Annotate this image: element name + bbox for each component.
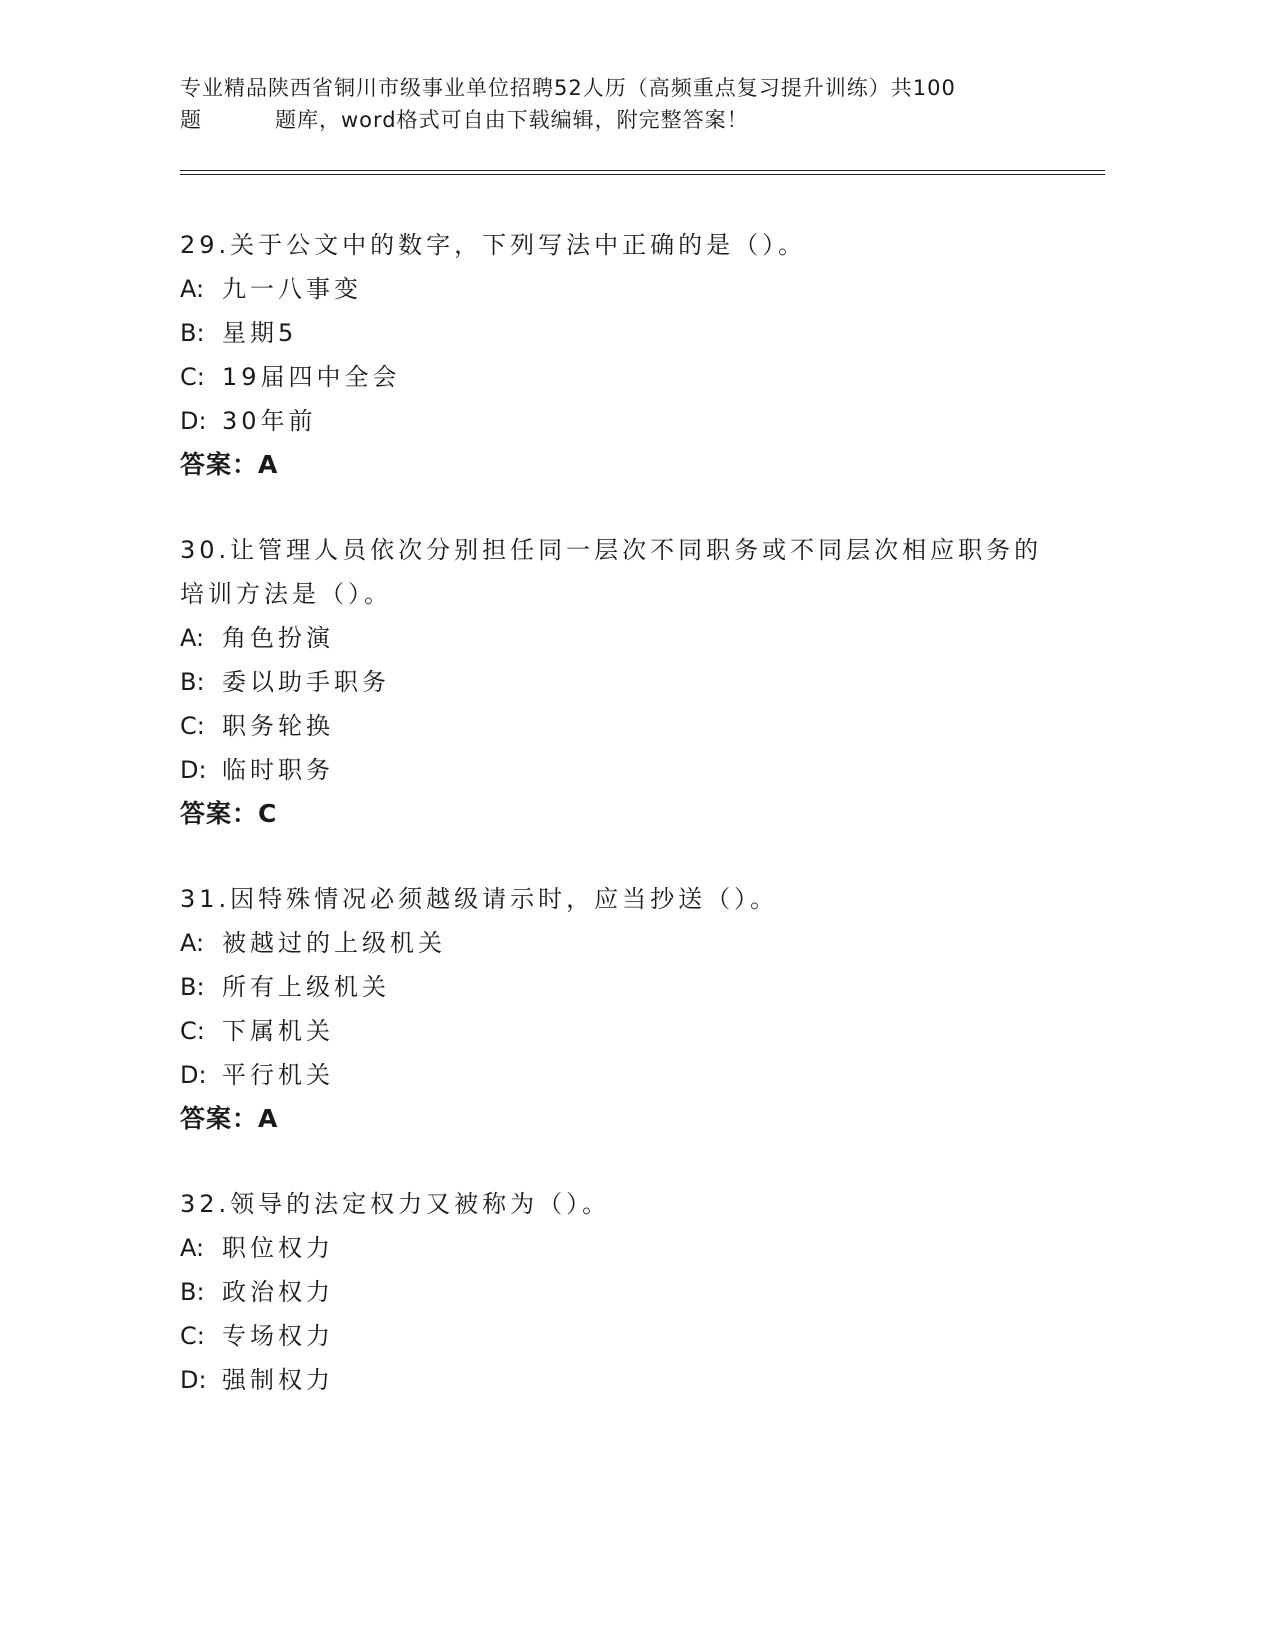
option-letter: D: [180,407,207,435]
option-text: 专场权力 [222,1322,334,1350]
option-text: 政治权力 [222,1278,334,1306]
option-a [180,267,1060,311]
option-text: 九一八事变 [222,275,362,303]
option-letter: D: [180,1366,207,1394]
option-c [180,1009,1060,1053]
option-letter: D: [180,756,207,784]
option-letter: A: [180,929,205,957]
option-letter: B: [180,973,205,1001]
option-c [180,704,1060,748]
option-letter: C: [180,363,205,391]
document-header [180,72,1060,136]
header-subtitle-lead: 题 [180,108,202,132]
option-text: 职位权力 [222,1234,334,1262]
option-text: 所有上级机关 [222,973,390,1001]
option-d [180,748,1060,792]
header-subtitle-text: 题库，word格式可自由下载编辑，附完整答案！ [275,108,749,132]
option-d [180,1053,1060,1097]
option-text: 角色扮演 [222,624,334,652]
option-a [180,616,1060,660]
option-b [180,311,1060,355]
option-d [180,1358,1060,1402]
option-text: 强制权力 [222,1366,334,1394]
question-29 [180,223,1060,487]
answer-label: 答案：A [180,450,279,479]
option-a [180,1226,1060,1270]
option-letter: A: [180,624,205,652]
question-text: 29.关于公文中的数字，下列写法中正确的是（）。 [180,231,807,259]
option-letter: C: [180,1017,205,1045]
option-text: 19届四中全会 [222,363,401,391]
header-subtitle-line [180,104,1060,136]
option-text: 被越过的上级机关 [222,929,446,957]
option-letter: C: [180,712,205,740]
header-divider-bottom [180,174,1105,175]
question-31 [180,877,1060,1141]
option-d [180,399,1060,443]
option-text: 星期5 [222,319,298,347]
option-c [180,1314,1060,1358]
option-text: 平行机关 [222,1061,334,1089]
option-letter: A: [180,275,205,303]
option-b [180,1270,1060,1314]
option-c [180,355,1060,399]
option-text: 30年前 [222,407,317,435]
question-text-line2: 培训方法是（）。 [180,580,392,608]
header-title-line: 专业精品陕西省铜川市级事业单位招聘52人历（高频重点复习提升训练）共100 [180,76,956,100]
option-text: 委以助手职务 [222,668,390,696]
question-32 [180,1182,1060,1402]
option-letter: D: [180,1061,207,1089]
question-text: 31.因特殊情况必须越级请示时，应当抄送（）。 [180,885,779,913]
option-text: 下属机关 [222,1017,334,1045]
option-a [180,921,1060,965]
question-text: 32.领导的法定权力又被称为（）。 [180,1190,611,1218]
option-letter: B: [180,668,205,696]
option-b [180,965,1060,1009]
question-text-line1: 30.让管理人员依次分别担任同一层次不同职务或不同层次相应职务的 [180,536,1043,564]
answer-label: 答案：C [180,799,278,828]
option-letter: B: [180,319,205,347]
option-text: 临时职务 [222,756,334,784]
option-text: 职务轮换 [222,712,334,740]
option-b [180,660,1060,704]
option-letter: C: [180,1322,205,1350]
option-letter: B: [180,1278,205,1306]
option-letter: A: [180,1234,205,1262]
header-divider-top [180,170,1105,171]
answer-label: 答案：A [180,1104,279,1133]
question-30 [180,528,1060,836]
